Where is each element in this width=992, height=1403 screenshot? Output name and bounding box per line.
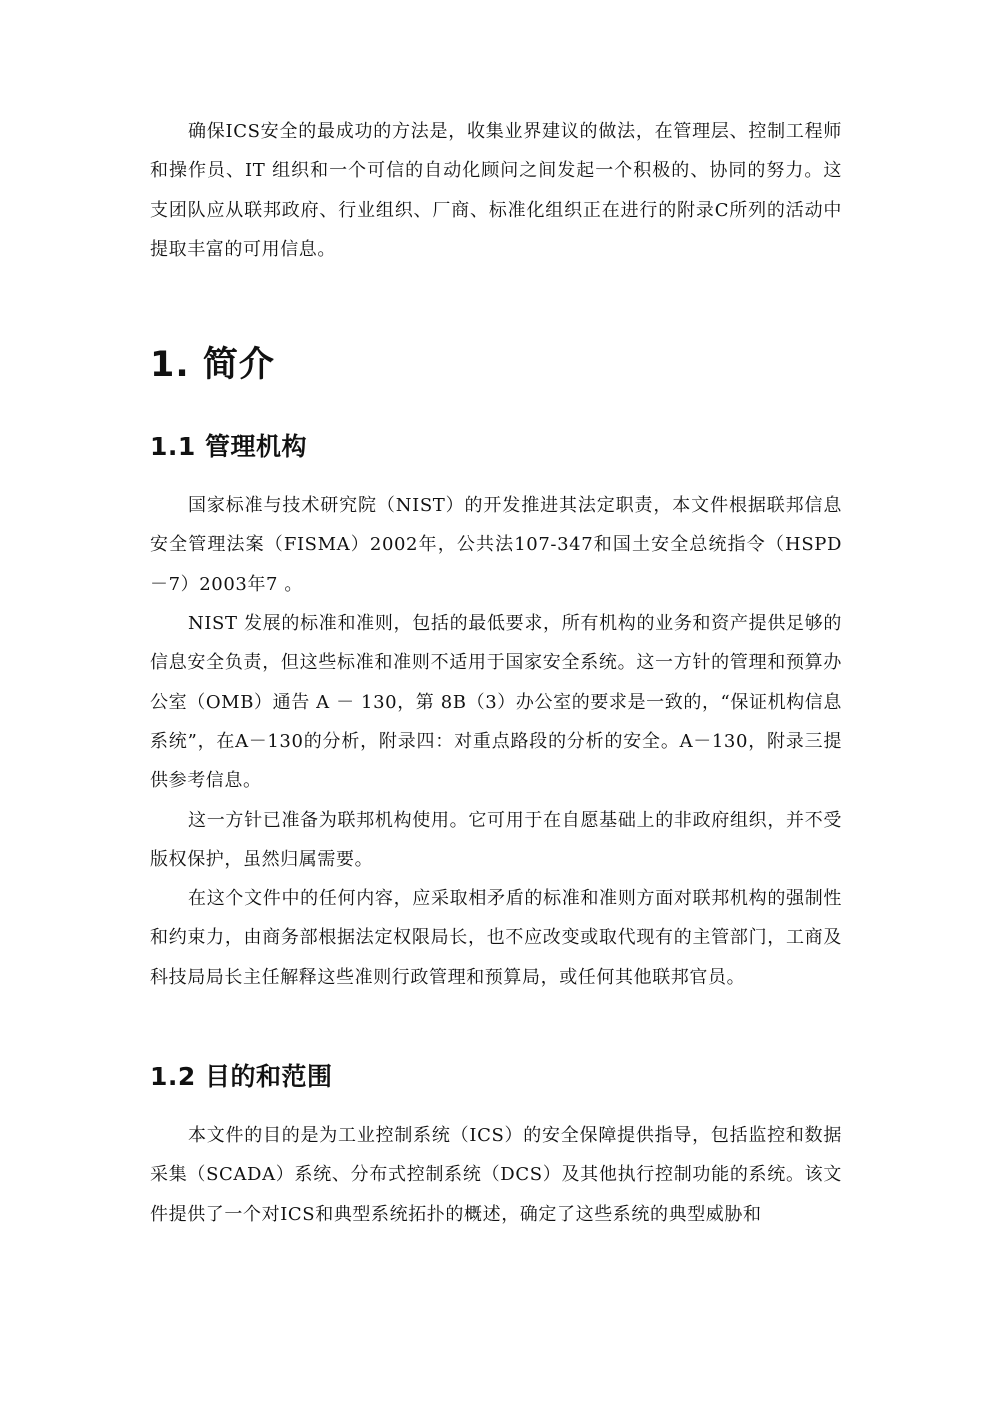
spacer (150, 385, 842, 431)
spacer (150, 997, 842, 1061)
subsection-heading-authority: 1.1 管理机构 (150, 432, 307, 462)
intro-paragraph: 确保ICS安全的最成功的方法是，收集业界建议的做法，在管理层、控制工程师和操作员、IT 组织和一个可信的自动化顾问之间发起一个积极的、协同的努力。这支团队应从联邦政府、行业组织、厂商、标准化组织正在进行的附录C所列的活动中提取丰富的可用信息。 (150, 121, 842, 260)
subsection-heading-purpose-scope: 1.2 目的和范围 (150, 1062, 333, 1092)
authority-paragraph-3: 这一方针已准备为联邦机构使用。它可用于在自愿基础上的非政府组织，并不受版权保护，虽然归属需要。 (150, 809, 842, 870)
spacer (150, 1093, 842, 1116)
spacer (150, 269, 842, 345)
authority-paragraph-2: NIST 发展的标准和准则，包括的最低要求，所有机构的业务和资产提供足够的信息安全负责，但这些标准和准则不适用于国家安全系统。这一方针的管理和预算办公室（OMB）通告 A － 130，第 8B（3）办公室的要求是一致的，“保证机构信息系统”，在A－130的分析，附录四：对重点路段的分析的安全。A－130，附录三提供参考信息。 (150, 613, 842, 792)
authority-paragraph-1: 国家标准与技术研究院（NIST）的开发推进其法定职责，本文件根据联邦信息安全管理法案（FISMA）2002年，公共法107-347和国土安全总统指令（HSPD－7）2003年7 。 (150, 495, 842, 595)
section-heading-introduction: 1. 简介 (150, 345, 275, 386)
purpose-paragraph-1: 本文件的目的是为工业控制系统（ICS）的安全保障提供指导，包括监控和数据采集（SCADA）系统、分布式控制系统（DCS）及其他执行控制功能的系统。该文件提供了一个对ICS和典型系统拓扑的概述，确定了这些系统的典型威胁和 (150, 1125, 842, 1225)
authority-paragraph-4: 在这个文件中的任何内容，应采取相矛盾的标准和准则方面对联邦机构的强制性和约束力，由商务部根据法定权限局长，也不应改变或取代现有的主管部门，工商及科技局局长主任解释这些准则行政管理和预算局，或任何其他联邦官员。 (150, 888, 842, 988)
spacer (150, 463, 842, 486)
document-page (150, 112, 842, 1234)
